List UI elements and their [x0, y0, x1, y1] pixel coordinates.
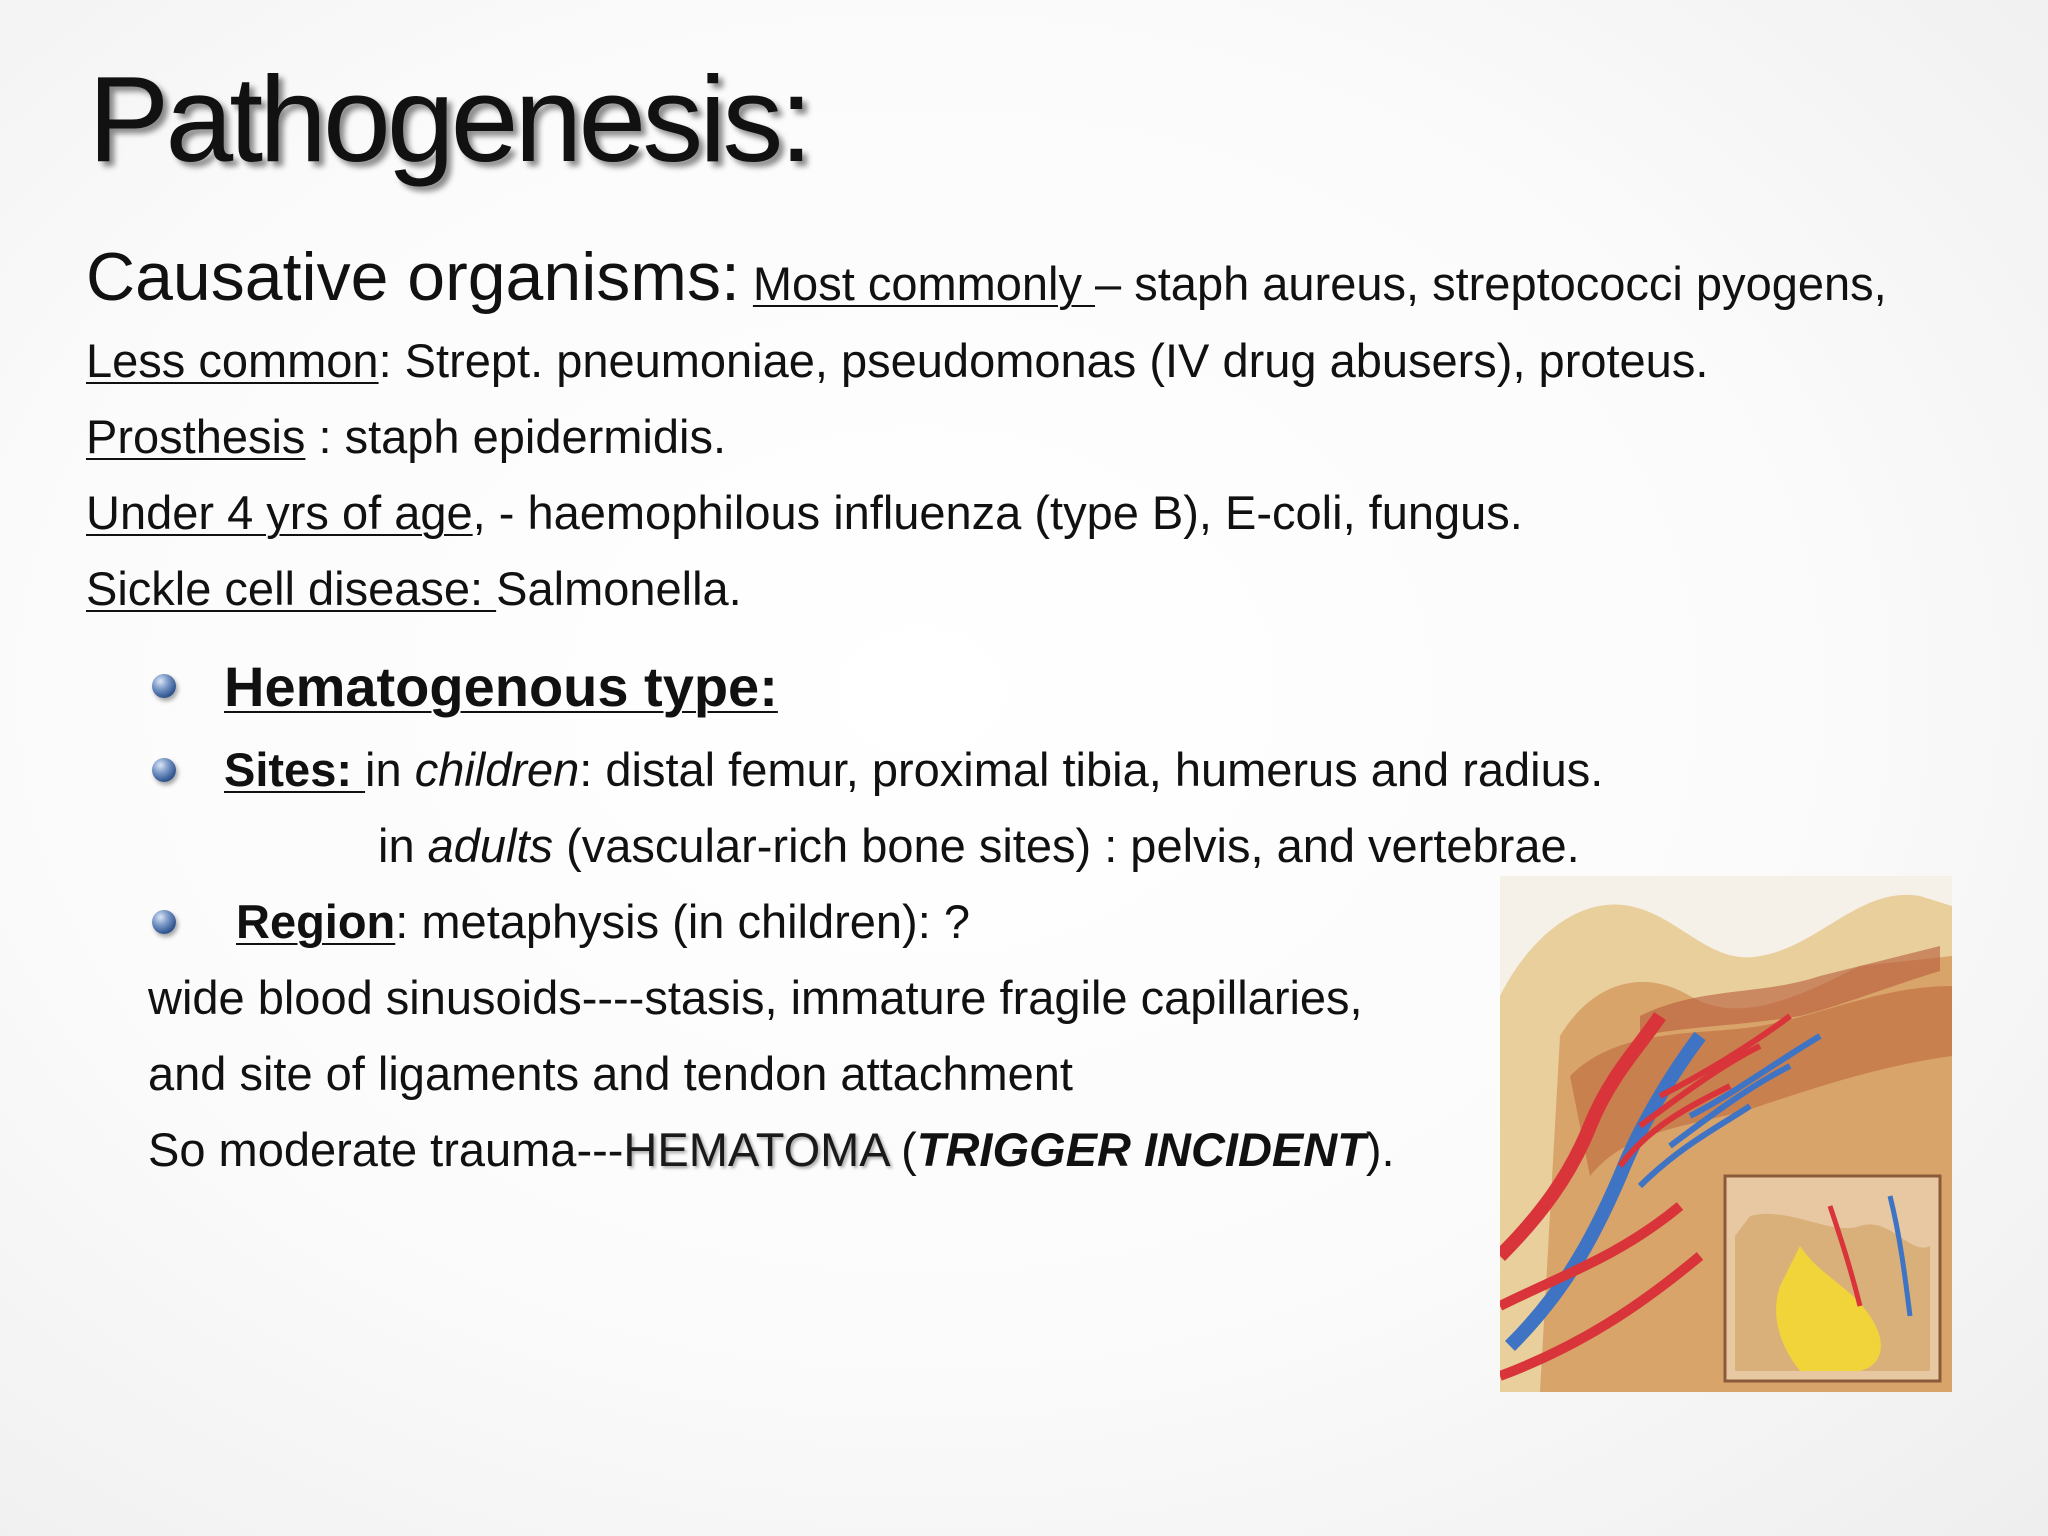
most-common-label: Most commonly	[752, 257, 1096, 310]
sickle-text: Salmonella.	[496, 562, 742, 615]
under4-line	[86, 486, 1523, 540]
trauma-close: ).	[1365, 1123, 1395, 1176]
region-line	[236, 895, 970, 949]
bullet-icon	[152, 674, 176, 698]
bullet-icon	[152, 758, 176, 782]
prosthesis-text: : staph epidermidis.	[305, 410, 727, 463]
hematoma-text: HEMATOMA	[623, 1123, 889, 1176]
sites-adults-line	[378, 819, 1580, 873]
sites-children-text: : distal femur, proximal tibia, humerus and radius.	[579, 743, 1604, 796]
hematogenous-heading: Hematogenous type:	[224, 655, 778, 718]
sickle-line	[86, 562, 742, 616]
slide-title: Pathogenesis:	[88, 51, 810, 187]
region-label: Region	[236, 895, 396, 948]
sites-children-word: children	[414, 743, 580, 796]
sites-adults-word: adults	[427, 819, 554, 872]
bullet-icon	[152, 910, 176, 934]
trigger-incident-text: TRIGGER INCIDENT	[916, 1123, 1366, 1176]
sites-label: Sites:	[224, 743, 366, 796]
less-common-text: : Strept. pneumoniae, pseudomonas (IV drug abusers), proteus.	[378, 334, 1709, 387]
sites-children-line	[224, 743, 1603, 797]
organisms-line	[86, 238, 1887, 316]
bone-metaphysis-illustration	[1500, 876, 1952, 1392]
less-common-label: Less common	[86, 334, 379, 387]
sites-adults-text: (vascular-rich bone sites) : pelvis, and vertebrae.	[553, 819, 1580, 872]
sites-in-adults: in	[378, 819, 428, 872]
sinusoids-line: wide blood sinusoids----stasis, immature fragile capillaries,	[148, 971, 1363, 1024]
sites-in-children: in	[365, 743, 415, 796]
ligaments-line: and site of ligaments and tendon attachment	[148, 1047, 1073, 1100]
most-common-text: – staph aureus, streptococci pyogens,	[1095, 257, 1887, 310]
under4-label: Under 4 yrs of age	[86, 486, 473, 539]
prosthesis-label: Prosthesis	[86, 410, 306, 463]
sickle-label: Sickle cell disease:	[86, 562, 497, 615]
less-common-line	[86, 334, 1708, 388]
prosthesis-line	[86, 410, 726, 464]
trauma-open: (	[888, 1123, 917, 1176]
organisms-label: Causative organisms:	[86, 239, 740, 315]
region-text: : metaphysis (in children): ?	[395, 895, 970, 948]
under4-text: , - haemophilous influenza (type B), E-coli, fungus.	[472, 486, 1523, 539]
trauma-prefix: So moderate trauma---	[148, 1123, 624, 1176]
trauma-line	[148, 1123, 1395, 1177]
